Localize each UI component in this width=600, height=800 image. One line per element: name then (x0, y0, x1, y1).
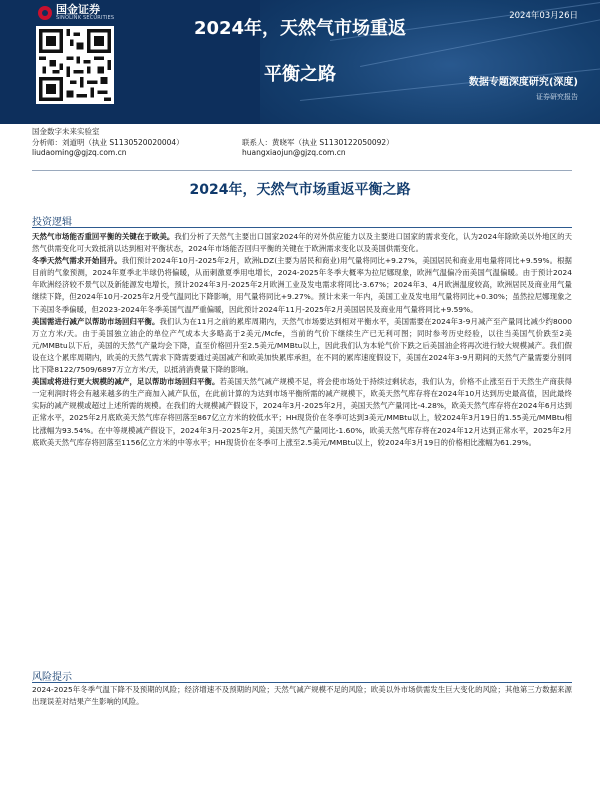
paragraph-lead: 冬季天然气需求开始回升。 (32, 256, 122, 266)
risk-body (32, 684, 572, 708)
document-headline: 2024年，天然气市场重返平衡之路 (189, 182, 411, 198)
report-kind: 证券研究报告 (536, 93, 578, 101)
divider (32, 170, 572, 171)
paragraph-lead: 天然气市场能否重回平衡的关键在于欧美。 (32, 232, 175, 241)
risk-text: 2024-2025年冬季气温下降不及预期的风险；经济增速不及预期的风险；天然气减产规模不足的风险；欧美以外市场供需发生巨大变化的风险；其他第三方数据来源出现误差对结果产生影响的风险。 (32, 685, 572, 707)
paragraph (32, 316, 572, 376)
institute-name: 国金数字未来实验室 (32, 127, 100, 136)
qr-code-icon (39, 29, 111, 101)
paragraph-lead: 美国或将进行更大规模的减产，足以帮助市场回归平衡。 (32, 377, 220, 387)
paragraph-text: 若美国天然气减产规模不足，将会使市场处于持续过剩状态，我们认为，价格不止涨至百于天然生产商获得一定利润时将会有越来越多的生产商加入减产队伍，在此前计算的为达到市场平衡所需的减产规模下，欧美天然气库存将在2024年10月达到历史最高值，因此最终实际的减产规模或超过上述所需的规模。在我们的大规模减产假设下，2024年3月-2025年2月，美国天然气产量同比-4.28%，欧美天然气库存将在2024年6月达到正常水平，2025年2月底欧美天然气库存将回落至867亿立方米的较低水平；HH现货价在冬季可达到3美元/MMBtu以上，较2024年3月19日的1.55美元/MMBtu相比涨幅为93.54%。在中等规模减产假设下，2024年3月-2025年2月，美国天然气产量同比-1.60%，欧美天然气库存将在2024年12月达到正常水平，2025年2月底欧美天然气库存将回落至1156亿立方米的中等水平；HH现货价在冬季可上涨至2.5美元/MMBtu以上，较2024年3月19日的价格相比涨幅为61.29%。 (32, 377, 572, 447)
qr-code (36, 26, 114, 104)
report-type: 数据专题深度研究(深度) (468, 77, 578, 88)
section-heading-investment-logic: 投资逻辑 (32, 217, 72, 228)
paragraph-lead: 美国需进行减产以帮助市场回归平衡。 (32, 316, 160, 326)
author-block (32, 127, 572, 159)
logo-en: SINOLINK SECURITIES (56, 15, 115, 21)
company-logo (38, 4, 114, 21)
report-title-line1: 2024年，天然气市场重返 (193, 18, 407, 39)
analyst-info: 分析师：刘道明（执业 S1130520020004） (32, 137, 184, 147)
section-heading-risk: 风险提示 (32, 672, 72, 683)
report-title-line2: 平衡之路 (264, 64, 336, 85)
contact-info: 联系人：黄晓军（执业 S1130122050092） (242, 137, 394, 147)
section-rule (32, 682, 572, 683)
logo-cn: 国金证券 (56, 3, 100, 16)
report-date: 2024年03月26日 (509, 11, 578, 21)
paragraph-text: 我们预计2024年10月-2025年2月，欧洲LDZ(主要为居民和商业)用气量将同比+9.27%，美国居民和商业用电量将同比+9.59%。根据目前的气象预测，2024年夏季北半球仍将偏暖，从而刺激夏季用电增长，2024-2025年冬季大概率为拉尼娜现象，欧洲气温偏冷而美国气温偏暖。由于预计2024年欧洲经济较不景气以及新能源发电增长，预计2024年3月-2025年2月欧洲工业及发电需求将同比-3.67%；2024年3、4月欧洲温度较高，欧洲居民及商业用气量继续下降，但2024年10月-2025年2月受气温同比下降影响，用气量将同比+9.27%。预计未来一年内，美国工业及发电用气量将同比+0.30%；虽然拉尼娜现象之下美国冬季偏暖，但2023-2024年冬季美国气温严重偏暖，因此预计2024年11月-2025年2月美国居民及商业用气量将同比+9.59%。 (32, 256, 572, 314)
analyst-email: liudaoming@gjzq.com.cn (32, 148, 127, 157)
section-rule (32, 227, 572, 228)
investment-logic-body (32, 231, 572, 449)
header-banner (0, 0, 600, 124)
paragraph (32, 376, 572, 449)
logo-mark-icon (38, 6, 52, 20)
paragraph-text: 我们分析了天然气主要出口国家2024年的对外供应能力以及主要进口国家的需求变化，认为2024年除欧美以外地区的天然气供需变化可大致抵消以达到相对平衡状态，2024年市场能否回归平衡的关键在于欧洲需求变化以及美国供需变化。 (32, 232, 573, 254)
paragraph-text: 我们认为在11月之前的累库周期内，天然气市场要达到相对平衡水平，美国需要在2024年3-9月减产至产量同比减少约8000万立方米/天。由于美国独立油企的单位产气成本大多略高于2美元/Mcfe，当前的气价下继续生产已无利可图；同时参考历史经验，以往当美国气价跌至2美元/MMBtu以下后，美国的天然气产量均会下降，直至价格回升至2.5美元/MMBtu以上，因此我们认为本轮气价下跌之后美国油企将再次进行较大规模减产。我们假设在这个累库周期内，欧美的天然气需求下降需要通过美国减产和欧美加快累库承担，在不同的累库速度假设下，美国在2024年3-9月期间的天然气产量需要分别同比下降8122/7509/6897万立方米/天，以抵消消费量下降的影响。 (32, 316, 572, 375)
paragraph (32, 231, 572, 255)
paragraph (32, 255, 572, 315)
contact-email: huangxiaojun@gjzq.com.cn (242, 148, 346, 157)
